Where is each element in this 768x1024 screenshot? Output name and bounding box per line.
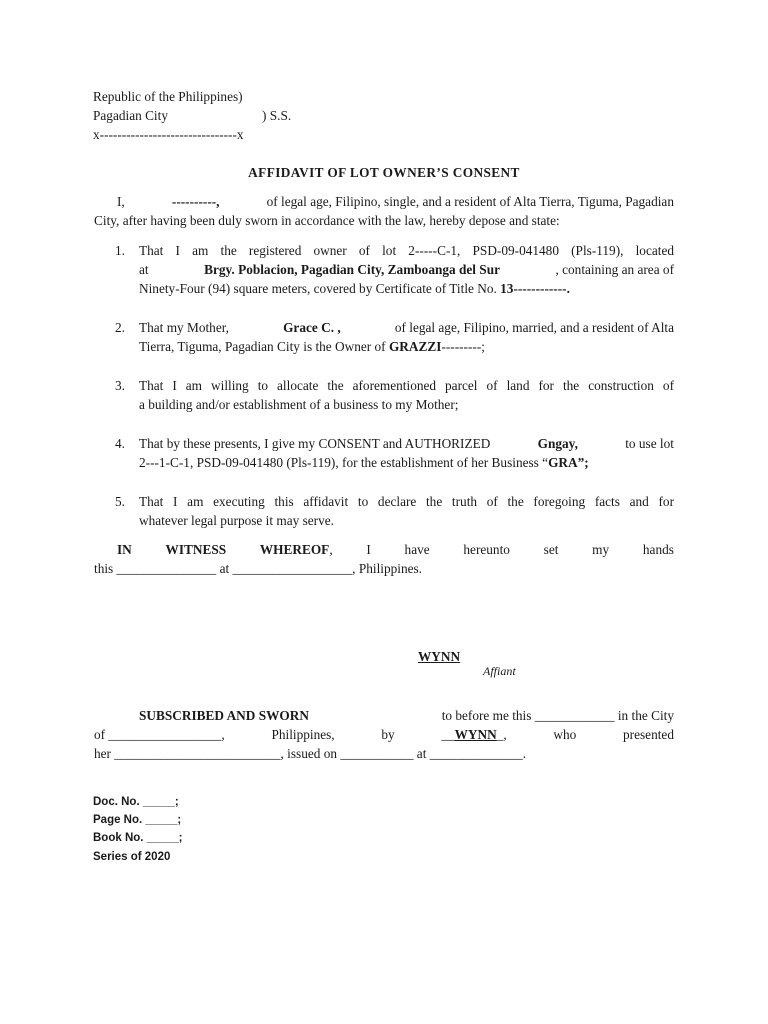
affiant-name-blank: ----------,	[171, 194, 220, 209]
intro-line-2: City, after having been duly sworn in accordance with the law, hereby depose and state:	[94, 213, 560, 228]
item-number: 4.	[115, 436, 125, 451]
book-number: Book No. _____;	[93, 832, 183, 844]
doc-number: Doc. No. _____;	[93, 796, 179, 808]
witness-word: WITNESS	[165, 542, 227, 557]
title-number: 13------------.	[500, 281, 570, 296]
venue-line-city: Pagadian City	[93, 108, 168, 123]
item-5-line-1: That I am executing this affidavit to declare the truth of the foregoing facts and for	[139, 494, 674, 509]
item-4-text: 2---1-C-1, PSD-09-041480 (Pls-119), for the establishment of her Business “	[139, 455, 549, 470]
jurat-text: Philippines,	[271, 727, 335, 742]
business-name: GRA”;	[548, 455, 589, 470]
jurat-text: who	[553, 727, 577, 742]
witness-word: IN	[117, 542, 132, 557]
item-number: 2.	[115, 320, 125, 335]
item-number: 1.	[115, 243, 125, 258]
business-owner-name: GRAZZI	[388, 339, 442, 354]
item-number: 3.	[115, 378, 125, 393]
item-1-text: at	[139, 262, 149, 277]
jurat-blank: _,	[496, 727, 507, 742]
item-1-location: Brgy. Poblacion, Pagadian City, Zamboanga del Sur	[204, 262, 500, 277]
witness-word: hereunto	[463, 542, 510, 557]
item-4-text: to use lot	[625, 436, 674, 451]
item-1-line-1: That I am the registered owner of lot 2-----C-1, PSD-09-041480 (Pls-119), located	[139, 243, 674, 258]
item-1-text: , containing an area of	[555, 262, 674, 277]
item-5-line-2: whatever legal purpose it may serve.	[139, 513, 334, 528]
item-2-text: Tierra, Tiguma, Pagadian City is the Owner of	[139, 339, 386, 354]
document-title: AFFIDAVIT OF LOT OWNER’S CONSENT	[248, 165, 520, 180]
jurat-heading: SUBSCRIBED AND SWORN	[139, 708, 309, 723]
page-number: Page No. _____;	[93, 814, 182, 826]
witness-word: WHEREOF	[259, 542, 330, 557]
intro-text: of legal age, Filipino, single, and a resident of Alta Tierra, Tiguma, Pagadian	[266, 194, 674, 209]
affiant-label: Affiant	[483, 664, 516, 678]
venue-ss: ) S.S.	[262, 108, 292, 123]
jurat-line-1	[139, 706, 674, 725]
jurat-line-2	[94, 725, 674, 744]
item-4-line-2	[139, 453, 589, 472]
item-1-text: Ninety-Four (94) square meters, covered by Certificate of Title No.	[139, 281, 497, 296]
item-2-text: ---------;	[441, 339, 485, 354]
venue-separator: x-------------------------------x	[93, 127, 244, 142]
witness-word: my	[592, 542, 610, 557]
jurat-blank: __	[441, 727, 455, 742]
witness-line-2: this _______________ at __________________, Philippines.	[94, 561, 422, 576]
venue-line-republic: Republic of the Philippines)	[93, 89, 243, 104]
item-1-line-2	[139, 260, 674, 279]
witness-word: I	[366, 542, 371, 557]
item-2-text: of legal age, Filipino, married, and a resident of Alta	[394, 320, 674, 335]
authorized-name: Gngay,	[537, 436, 578, 451]
item-2-line-1	[139, 318, 674, 337]
witness-word: set	[543, 542, 559, 557]
series-year: Series of 2020	[93, 851, 171, 863]
item-4-text: That by these presents, I give my CONSENT and AUTHORIZED	[139, 436, 491, 451]
jurat-text: of _________________,	[94, 727, 225, 742]
item-3-line-1: That I am willing to allocate the aforementioned parcel of land for the construction of	[139, 378, 674, 393]
witness-word: have	[404, 542, 430, 557]
jurat-text: by	[381, 727, 395, 742]
intro-word: I,	[117, 194, 125, 209]
item-3-line-2: a building and/or establishment of a business to my Mother;	[139, 397, 459, 412]
item-2-line-2	[139, 337, 485, 356]
witness-line-1	[117, 540, 674, 559]
jurat-text: presented	[623, 727, 674, 742]
item-4-line-1	[139, 434, 674, 453]
affiant-signature-name: WYNN	[418, 649, 461, 664]
jurat-text: to before me this ____________ in the City	[441, 708, 674, 723]
witness-word: hands	[642, 542, 674, 557]
jurat-line-3: her _________________________, issued on ___________ at ______________.	[94, 746, 527, 761]
item-number: 5.	[115, 494, 125, 509]
jurat-affiant-name: WYNN	[454, 727, 497, 742]
mother-name: Grace C. ,	[283, 320, 341, 335]
witness-word: ,	[329, 542, 333, 557]
item-2-text: That my Mother,	[139, 320, 229, 335]
item-1-line-3	[139, 279, 570, 298]
intro-line-1	[117, 192, 674, 211]
